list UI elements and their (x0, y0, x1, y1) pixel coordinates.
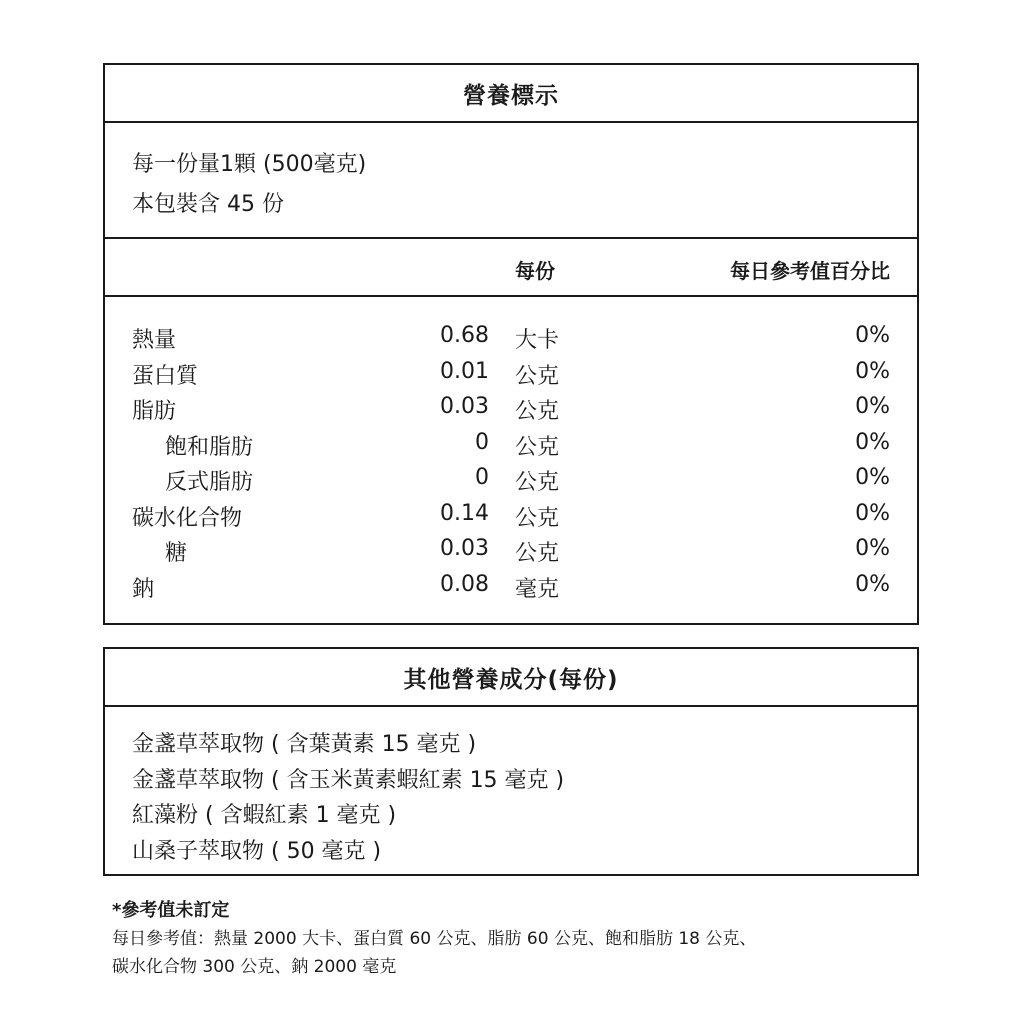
nutrient-amount: 0 (475, 429, 489, 455)
serving-info (105, 123, 917, 239)
nutrient-percent: 0% (855, 465, 890, 490)
nutrient-unit: 毫克 (515, 576, 560, 602)
nutrient-percent: 0% (855, 358, 890, 384)
nutrient-amount: 0.01 (440, 358, 489, 384)
nutrient-unit: 大卡 (515, 328, 560, 353)
nutrient-amount: 0.68 (440, 323, 489, 348)
nutrient-amount: 0.08 (440, 571, 489, 597)
nutrient-percent: 0% (855, 571, 890, 597)
nutrient-percent: 0% (855, 500, 890, 526)
nutrient-percent: 0% (855, 429, 890, 455)
other-nutrients-title: 其他營養成分(每份) (105, 649, 917, 707)
list-item: 金盞草萃取物 ( 含葉黃素 15 毫克 ) (132, 732, 477, 757)
reference-not-set-note: *參考值未訂定 (112, 900, 230, 921)
nutrient-amount: 0.14 (440, 500, 489, 526)
nutrient-name: 脂肪 (132, 399, 177, 424)
nutrient-percent: 0% (855, 394, 890, 419)
nutrient-name: 熱量 (132, 328, 177, 353)
nutrient-row (105, 568, 917, 604)
servings-per-pack: 本包裝含 45 份 (132, 192, 284, 217)
nutrient-name: 鈉 (132, 576, 155, 602)
nutrient-row (105, 461, 917, 497)
nutrient-unit: 公克 (515, 470, 560, 495)
nutrient-row (105, 355, 917, 391)
list-item: 山桑子萃取物 ( 50 毫克 ) (132, 838, 382, 864)
daily-reference-line-2: 碳水化合物 300 公克、鈉 2000 毫克 (112, 957, 397, 977)
nutrient-row (105, 426, 917, 462)
per-serving-header: 每份 (515, 259, 555, 283)
nutrient-name: 反式脂肪 (165, 470, 254, 495)
nutrient-row (105, 390, 917, 426)
nutrient-unit: 公克 (515, 434, 560, 460)
nutrient-percent: 0% (855, 323, 890, 348)
nutrient-row (105, 532, 917, 568)
nutrient-unit: 公克 (515, 399, 560, 424)
footnote (112, 897, 756, 981)
nutrient-row (105, 319, 917, 355)
nutrition-facts-table (103, 63, 919, 625)
list-item: 紅藻粉 ( 含蝦紅素 1 毫克 ) (132, 803, 397, 828)
nutrient-percent: 0% (855, 536, 890, 561)
nutrient-amount: 0 (475, 465, 489, 490)
nutrient-name: 飽和脂肪 (165, 434, 254, 460)
nutrient-name: 碳水化合物 (132, 505, 243, 531)
nutrient-name: 蛋白質 (132, 363, 199, 389)
nutrient-amount: 0.03 (440, 536, 489, 561)
nutrient-unit: 公克 (515, 541, 560, 566)
nutrient-unit: 公克 (515, 505, 560, 531)
ingredient-list (105, 707, 917, 869)
list-item: 金盞草萃取物 ( 含玉米黃素蝦紅素 15 毫克 ) (132, 767, 565, 793)
column-header (105, 239, 917, 297)
daily-value-header: 每日參考值百分比 (730, 259, 890, 283)
nutrient-rows (105, 297, 917, 603)
nutrient-row (105, 497, 917, 533)
serving-size: 每一份量1顆 (500毫克) (132, 152, 367, 177)
other-nutrients-table (103, 647, 919, 876)
nutrient-name: 糖 (165, 541, 188, 566)
nutrient-unit: 公克 (515, 363, 560, 389)
daily-reference-line-1: 每日參考值：熱量 2000 大卡、蛋白質 60 公克、脂肪 60 公克、飽和脂肪 18 公克、 (112, 929, 757, 949)
nutrient-amount: 0.03 (440, 394, 489, 419)
nutrition-title: 營養標示 (105, 65, 917, 123)
